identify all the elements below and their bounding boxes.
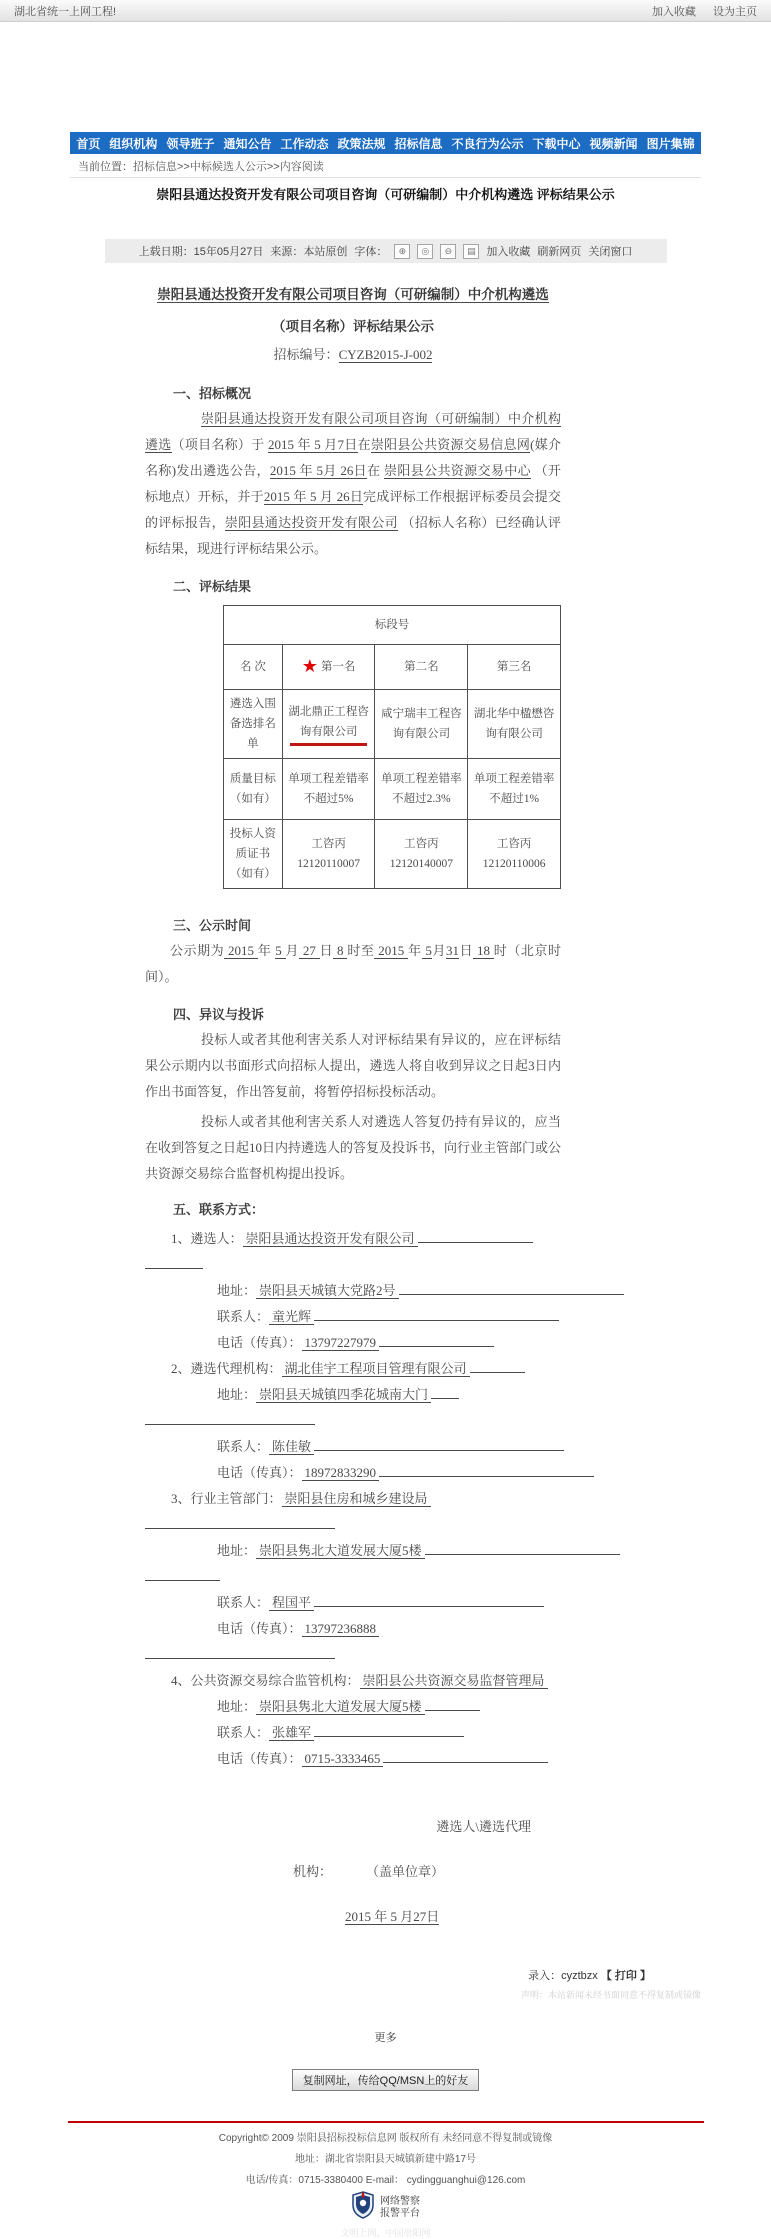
signature-seal-note: （盖单位章） [366,1864,445,1879]
share-row [0,2069,771,2091]
contact-line: 地址： 崇阳县隽北大道发展大厦5楼 [217,1694,561,1720]
section-2-heading: 二、评标结果 [173,579,252,594]
footer-copyright: Copyright© 2009 崇阳县招标投标信息网 版权所有 未经同意不得复制或镜像 [218,2133,553,2144]
text-segment: 在 [367,463,385,478]
table-cell: 第二名 [375,645,468,690]
first-place-star-icon: ★ [301,656,318,677]
nav-item-3[interactable]: 领导班子 [166,136,215,151]
text-segment: 31 [446,943,460,958]
result-table [223,605,561,889]
contact-line: 地址： 崇阳县天城镇大党路2号 [217,1278,561,1304]
section-5-heading: 五、联系方式： [173,1202,265,1217]
page-title: 崇阳县通达投资开发有限公司项目咨询（可研编制）中介机构遴选 评标结果公示 [156,187,615,202]
contact-line: 联系人： 程国平 [217,1590,561,1616]
nav-item-5[interactable]: 工作动态 [280,136,329,151]
font-size-label: 字体： [354,246,388,258]
text-segment: 2015 [224,943,258,958]
text-segment: (媒介名称)发出遴选公告， [145,437,561,478]
contact-line: 电话（传真）： 0715-3333465 [217,1746,561,1772]
print-button[interactable]: 【 打印 】 [600,1970,651,1982]
blank-underline [145,1642,561,1668]
section-3-heading: 三、公示时间 [173,918,252,933]
copy-notice: 声明：本站新闻未经书面同意不得复制或镜像 [520,1990,701,2000]
bid-number-label: 招标编号： [273,347,339,362]
text-segment: 2015 年 5 月7日 [267,437,358,452]
table-cell: 湖北华中楹懋咨询有限公司 [468,690,561,759]
table-cell: ★ 第一名 [282,645,375,690]
table-cell: 遴选入围备选排名单 [224,690,283,759]
bid-number-line [145,344,561,363]
text-segment: 崇阳县通达投资开发有限公司 [224,515,398,530]
add-favorite-link[interactable]: 加入收藏 [651,5,696,18]
nav-item-9[interactable]: 下载中心 [532,136,581,151]
nav-item-2[interactable]: 组织机构 [109,136,158,151]
table-cell: 质量目标（如有） [224,759,283,820]
text-segment: 18 [473,943,494,958]
bid-number-value: CYZB2015-J-002 [338,347,433,362]
signature-party-line: 遴选人\遴选代理 [436,1819,531,1834]
text-segment: （开标地点）开标，并于 [145,463,561,504]
breadcrumb[interactable]: 当前位置：招标信息>>中标候选人公示>>内容阅读 [70,154,701,178]
text-segment: 年 [257,943,276,958]
contact-line: 2、遴选代理机构： 湖北佳宇工程项目管理有限公司 [171,1356,561,1382]
table-span-header: 标段号 [224,606,561,645]
text-segment: 2015 年 5 月 26日 [263,489,364,504]
contact-line: 电话（传真）： 13797236888 [217,1616,561,1642]
blank-underline [145,1512,561,1538]
section-4-paragraph-1: 投标人或者其他利害关系人对评标结果有异议的，应在评标结果公示期内以书面形式向招标人提出，遴选人将自收到异议之日起3日内作出书面答复，作出答复前，将暂停招标投标活动。 [145,1032,561,1099]
section-3-paragraph [145,938,561,990]
contact-line: 4、公共资源交易综合监管机构： 崇阳县公共资源交易监督管理局 [171,1668,561,1694]
text-segment: 月 [431,943,447,958]
add-favorite-button[interactable]: 加入收藏 [486,246,531,258]
more-link[interactable]: 更多 [374,2032,397,2044]
contact-line: 3、行业主管部门： 崇阳县住房和城乡建设局 [171,1486,561,1512]
footer-faint-text: 文明上网，中国崇阳网 [340,2228,431,2238]
table-cell: 单项工程差错率不超过2.3% [375,759,468,820]
set-homepage-link[interactable]: 设为主页 [713,5,757,18]
table-cell: 第三名 [468,645,561,690]
nav-menu[interactable] [70,132,701,154]
text-segment: 时至 [347,943,375,958]
article-info-bar [105,239,667,263]
table-cell: 工咨丙12120110006 [468,820,561,889]
table-cell: 投标人资质证书（如有） [224,820,283,889]
blank-underline [145,1408,561,1434]
text-segment: 5 [275,943,286,958]
top-bar [0,0,771,22]
doc-title-line1: 崇阳县通达投资开发有限公司项目咨询（可研编制）中介机构遴选 [157,287,549,302]
contact-line: 联系人： 童光辉 [217,1304,561,1330]
share-qq-msn-button[interactable]: 复制网址，传给QQ/MSN上的好友 [292,2069,480,2091]
table-cell: 工咨丙12120140007 [375,820,468,889]
signature-date: 2015 年 5 月27日 [345,1909,440,1924]
police-badge-row[interactable] [0,2191,771,2224]
text-segment: 崇阳县公共资源交易信息网 [370,437,531,452]
table-cell: 咸宁瑞丰工程咨询有限公司 [375,690,468,759]
text-segment: （项目名称）于 [171,437,268,452]
contact-line: 地址： 崇阳县隽北大道发展大厦5楼 [217,1538,561,1564]
font-smaller-icon[interactable]: ⊖ [440,244,456,259]
text-segment: 时（北京时间）。 [145,943,561,984]
signature-org-label: 机构： [293,1864,333,1879]
winner-red-underline [290,743,367,746]
text-segment: 公示期为 [170,943,225,958]
text-segment: 8 [333,943,348,958]
entry-author: 录入：cyztbzx [528,1970,598,1982]
topbar-links [638,3,757,19]
refresh-page-button[interactable]: 刷新网页 [537,246,582,258]
table-cell: 单项工程差错率不超过1% [468,759,561,820]
upload-date-label: 上载日期：15年05月27日 [138,246,264,258]
table-cell: 名 次 [224,645,283,690]
text-segment: 在 [357,437,371,452]
topbar-slogan: 湖北省统一上网工程! [14,5,117,18]
section-4-paragraph-2: 投标人或者其他利害关系人对遴选人答复仍持有异议的，应当在收到答复之日起10日内持遴选人的答复及投诉书，向行业主管部门或公共资源交易综合监督机构提出投诉。 [145,1114,562,1181]
text-segment: 崇阳县公共资源交易中心 [384,463,531,478]
font-default-icon[interactable]: ◎ [417,244,433,259]
police-badge-text: 网络警察 报警平台 [380,2195,420,2219]
close-window-button[interactable]: 关闭窗口 [588,246,633,258]
nav-item-6[interactable]: 政策法规 [337,136,386,151]
contact-line: 地址： 崇阳县天城镇四季花城南大门 [217,1382,561,1408]
source-label: 来源：本站原创 [270,246,348,258]
nav-item-10[interactable]: 视频新闻 [589,136,638,151]
section-1-paragraph [145,406,561,562]
contact-line: 电话（传真）： 18972833290 [217,1460,561,1486]
table-cell: 单项工程差错率不超过5% [282,759,375,820]
nav-item-11[interactable]: 图片集锦 [646,136,695,151]
nav-item-1[interactable]: 首页 [76,136,101,151]
text-segment: 日 [319,943,334,958]
text-segment: （招标人名称）已经确认评标结果，现进行评标结果公示。 [145,515,561,556]
text-segment: 日 [459,943,474,958]
footer-divider [68,2121,704,2123]
table-cell: 湖北鼎正工程咨询有限公司 [282,690,375,759]
text-segment: 年 [408,943,422,958]
entry-line [0,1967,771,1983]
doc-title-line2: （项目名称）评标结果公示 [272,319,434,334]
blank-underline [145,1564,561,1590]
text-segment: 5 [421,943,432,958]
contact-line: 电话（传真）： 13797227979 [217,1330,561,1356]
document-body [145,283,561,1925]
text-segment: 月 [285,943,300,958]
nav-item-8[interactable]: 不良行为公示 [451,136,524,151]
contact-line: 1、遴选人： 崇阳县通达投资开发有限公司 [171,1226,561,1252]
contact-line: 联系人： 张雄军 [217,1720,561,1746]
text-segment: 完成评标工作根据评标委员会提交的评标报告， [145,489,561,530]
signature-org-line [145,1861,561,1880]
text-segment: 2015 年 5月 26日 [269,463,368,478]
banner-area [0,22,771,132]
text-segment: 27 [299,943,320,958]
font-larger-icon[interactable]: ⊕ [394,244,410,259]
police-badge-icon [351,2191,375,2224]
footer-contact: 电话/传真：0715-3380400 E-mail： cydingguanghui@126.com [245,2175,526,2186]
text-segment: 崇阳县通达投资开发有限公司项目咨询（可研编制）中介机构遴选 [145,411,561,452]
nav-item-4[interactable]: 通知公告 [223,136,272,151]
contact-line: 联系人： 陈佳敏 [217,1434,561,1460]
contact-list [145,1226,561,1772]
nav-item-7[interactable]: 招标信息 [394,136,443,151]
blank-underline [145,1252,561,1278]
text-segment: 2015 [374,943,409,958]
table-cell: 工咨丙12120110007 [282,820,375,889]
footer-address: 地址：湖北省崇阳县天城镇新建中路17号 [294,2154,477,2165]
font-print-icon[interactable]: ▤ [463,244,479,259]
section-4-heading: 四、异议与投诉 [173,1007,265,1022]
section-1-heading: 一、招标概况 [173,386,252,401]
